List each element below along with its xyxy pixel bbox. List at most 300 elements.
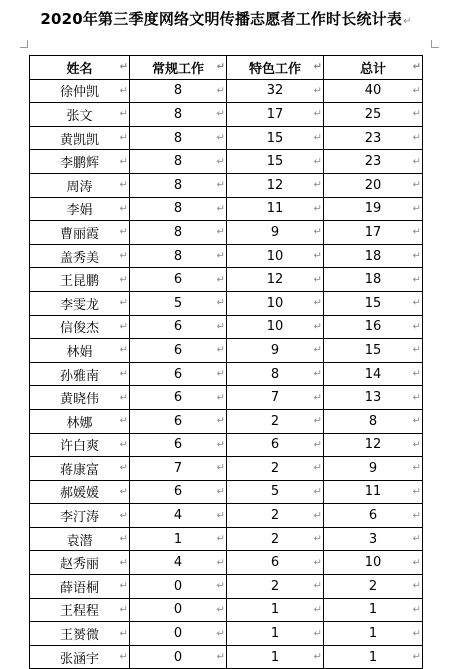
cell-mark-icon: ↵ — [119, 628, 128, 640]
cell-regular — [130, 457, 227, 481]
cell-mark-icon: ↵ — [412, 179, 421, 191]
total-value: 20 — [364, 177, 382, 193]
cell-mark-icon: ↵ — [412, 510, 421, 522]
cell-mark-icon: ↵ — [119, 415, 128, 427]
cell-mark-icon: ↵ — [313, 132, 322, 144]
total-value: 15 — [364, 295, 382, 311]
total-value: 3 — [368, 531, 378, 547]
cell-mark-icon: ↵ — [313, 533, 322, 545]
name-value: 薛语桐 — [59, 580, 99, 596]
document-title-text: 2020年第三季度网络文明传播志愿者工作时长统计表 — [40, 10, 403, 28]
regular-value: 0 — [173, 602, 183, 618]
special-value: 8 — [270, 366, 280, 382]
regular-value: 8 — [173, 83, 183, 99]
name-value: 郝媛媛 — [59, 486, 99, 502]
cell-total — [324, 150, 423, 174]
special-value: 2 — [270, 531, 280, 547]
header-total-label: 总计 — [359, 61, 386, 77]
regular-value: 4 — [173, 508, 183, 524]
cell-mark-icon: ↵ — [216, 415, 225, 427]
cell-mark-icon: ↵ — [119, 321, 128, 333]
cell-special — [227, 291, 324, 315]
cell-name — [30, 103, 130, 127]
total-value: 8 — [368, 413, 378, 429]
cell-name — [30, 645, 130, 669]
special-value: 2 — [270, 413, 280, 429]
cell-mark-icon: ↵ — [412, 580, 421, 592]
cell-total — [324, 197, 423, 221]
cell-mark-icon: ↵ — [313, 415, 322, 427]
cell-mark-icon: ↵ — [412, 462, 421, 474]
header-name — [30, 56, 130, 80]
table-row — [30, 527, 423, 551]
cell-name — [30, 197, 130, 221]
cell-mark-icon: ↵ — [412, 250, 421, 262]
cell-mark-icon: ↵ — [412, 651, 421, 663]
cell-mark-icon: ↵ — [216, 439, 225, 451]
name-value: 许白爽 — [59, 439, 99, 455]
cell-special — [227, 457, 324, 481]
special-value: 2 — [270, 508, 280, 524]
table-row — [30, 480, 423, 504]
cell-mark-icon: ↵ — [216, 580, 225, 592]
name-value: 黄晓伟 — [59, 392, 99, 408]
cell-mark-icon: ↵ — [216, 156, 225, 168]
cell-mark-icon: ↵ — [313, 156, 322, 168]
cell-total — [324, 504, 423, 528]
cell-special — [227, 598, 324, 622]
regular-value: 7 — [173, 460, 183, 476]
header-name-label: 姓名 — [66, 61, 93, 77]
regular-value: 6 — [173, 272, 183, 288]
table-row — [30, 598, 423, 622]
cell-total — [324, 126, 423, 150]
cell-total — [324, 173, 423, 197]
cell-name — [30, 551, 130, 575]
total-value: 13 — [364, 390, 382, 406]
cell-total — [324, 575, 423, 599]
special-value: 10 — [266, 295, 284, 311]
cell-mark-icon: ↵ — [313, 179, 322, 191]
cell-regular — [130, 339, 227, 363]
cell-mark-icon: ↵ — [216, 462, 225, 474]
cell-regular — [130, 197, 227, 221]
name-value: 张文 — [66, 108, 93, 124]
cell-mark-icon: ↵ — [313, 203, 322, 215]
cell-mark-icon: ↵ — [313, 462, 322, 474]
cell-mark-icon: ↵ — [119, 156, 128, 168]
total-value: 14 — [364, 366, 382, 382]
total-value: 23 — [364, 154, 382, 170]
cell-special — [227, 268, 324, 292]
cell-mark-icon: ↵ — [412, 226, 421, 238]
cell-special — [227, 433, 324, 457]
regular-value: 6 — [173, 319, 183, 335]
regular-value: 6 — [173, 342, 183, 358]
cell-mark-icon: ↵ — [216, 132, 225, 144]
special-value: 17 — [266, 106, 284, 122]
cell-total — [324, 221, 423, 245]
name-value: 蒋康富 — [59, 462, 99, 478]
total-value: 19 — [364, 201, 382, 217]
cell-mark-icon: ↵ — [313, 344, 322, 356]
cell-total — [324, 244, 423, 268]
cell-regular — [130, 268, 227, 292]
regular-value: 0 — [173, 626, 183, 642]
cell-total — [324, 598, 423, 622]
cell-mark-icon: ↵ — [216, 604, 225, 616]
table-row — [30, 622, 423, 646]
cell-regular — [130, 598, 227, 622]
cell-regular — [130, 150, 227, 174]
cell-total — [324, 291, 423, 315]
name-value: 李汀涛 — [59, 510, 99, 526]
name-value: 孙雅南 — [59, 368, 99, 384]
regular-value: 8 — [173, 130, 183, 146]
regular-value: 6 — [173, 390, 183, 406]
cell-special — [227, 315, 324, 339]
table-row — [30, 103, 423, 127]
total-value: 16 — [364, 319, 382, 335]
cell-mark-icon: ↵ — [216, 392, 225, 404]
table-row — [30, 386, 423, 410]
cell-mark-icon: ↵ — [412, 439, 421, 451]
total-value: 17 — [364, 224, 382, 240]
special-value: 7 — [270, 390, 280, 406]
cell-mark-icon: ↵ — [119, 297, 128, 309]
special-value: 11 — [266, 201, 284, 217]
cell-total — [324, 386, 423, 410]
cell-mark-icon: ↵ — [412, 156, 421, 168]
cell-total — [324, 103, 423, 127]
cell-name — [30, 339, 130, 363]
name-value: 王程程 — [59, 604, 99, 620]
special-value: 1 — [270, 626, 280, 642]
special-value: 32 — [266, 83, 284, 99]
table-row — [30, 221, 423, 245]
table-row — [30, 551, 423, 575]
cell-total — [324, 527, 423, 551]
special-value: 10 — [266, 248, 284, 264]
cell-total — [324, 409, 423, 433]
cell-mark-icon: ↵ — [216, 368, 225, 380]
cell-regular — [130, 622, 227, 646]
cell-regular — [130, 173, 227, 197]
cell-special — [227, 645, 324, 669]
header-special-label: 特色工作 — [248, 61, 301, 77]
cell-mark-icon: ↵ — [313, 557, 322, 569]
cell-regular — [130, 575, 227, 599]
regular-value: 8 — [173, 106, 183, 122]
cell-mark-icon: ↵ — [119, 392, 128, 404]
total-value: 1 — [368, 649, 378, 665]
cell-special — [227, 504, 324, 528]
cell-regular — [130, 79, 227, 103]
name-value: 李雯龙 — [59, 297, 99, 313]
table-row — [30, 339, 423, 363]
cell-mark-icon: ↵ — [412, 415, 421, 427]
cell-name — [30, 457, 130, 481]
regular-value: 6 — [173, 437, 183, 453]
cell-name — [30, 598, 130, 622]
cell-mark-icon: ↵ — [216, 297, 225, 309]
special-value: 9 — [270, 342, 280, 358]
cell-name — [30, 622, 130, 646]
cell-special — [227, 386, 324, 410]
document-title — [0, 8, 452, 29]
header-regular — [130, 56, 227, 80]
regular-value: 6 — [173, 484, 183, 500]
cell-mark-icon: ↵ — [313, 439, 322, 451]
table-row — [30, 645, 423, 669]
total-value: 11 — [364, 484, 382, 500]
cell-mark-icon: ↵ — [313, 580, 322, 592]
cell-mark-icon: ↵ — [216, 321, 225, 333]
regular-value: 4 — [173, 555, 183, 571]
cell-special — [227, 173, 324, 197]
table-row — [30, 315, 423, 339]
cell-mark-icon: ↵ — [313, 250, 322, 262]
cell-mark-icon: ↵ — [119, 486, 128, 498]
cell-mark-icon: ↵ — [412, 85, 421, 97]
cell-mark-icon: ↵ — [119, 604, 128, 616]
regular-value: 0 — [173, 578, 183, 594]
regular-value: 5 — [173, 295, 183, 311]
cell-regular — [130, 386, 227, 410]
cell-total — [324, 362, 423, 386]
cell-regular — [130, 527, 227, 551]
table-row — [30, 197, 423, 221]
name-value: 盖秀美 — [59, 250, 99, 266]
cell-total — [324, 622, 423, 646]
cell-mark-icon: ↵ — [412, 321, 421, 333]
total-value: 40 — [364, 83, 382, 99]
table-row — [30, 79, 423, 103]
cell-regular — [130, 433, 227, 457]
table-body — [30, 79, 423, 669]
regular-value: 0 — [173, 649, 183, 665]
total-value: 2 — [368, 578, 378, 594]
cell-mark-icon: ↵ — [313, 108, 322, 120]
table-row — [30, 504, 423, 528]
cell-mark-icon: ↵ — [412, 486, 421, 498]
table-row — [30, 126, 423, 150]
cell-total — [324, 645, 423, 669]
cell-mark-icon: ↵ — [119, 510, 128, 522]
cell-mark-icon: ↵ — [412, 132, 421, 144]
cell-special — [227, 527, 324, 551]
cell-name — [30, 504, 130, 528]
paragraph-mark-icon: ↵ — [403, 16, 412, 27]
regular-value: 6 — [173, 413, 183, 429]
cell-mark-icon: ↵ — [313, 392, 322, 404]
cell-name — [30, 386, 130, 410]
cell-mark-icon: ↵ — [216, 510, 225, 522]
cell-mark-icon: ↵ — [313, 226, 322, 238]
special-value: 12 — [266, 272, 284, 288]
cell-total — [324, 268, 423, 292]
cell-mark-icon: ↵ — [119, 85, 128, 97]
cell-special — [227, 339, 324, 363]
cell-special — [227, 622, 324, 646]
cell-name — [30, 433, 130, 457]
cell-mark-icon: ↵ — [119, 557, 128, 569]
cell-mark-icon: ↵ — [313, 274, 322, 286]
name-value: 李鹏辉 — [59, 156, 99, 172]
cell-regular — [130, 244, 227, 268]
name-value: 王赟微 — [59, 628, 99, 644]
name-value: 信俊杰 — [59, 321, 99, 337]
cell-regular — [130, 551, 227, 575]
cell-mark-icon: ↵ — [313, 604, 322, 616]
cell-mark-icon: ↵ — [216, 557, 225, 569]
cell-regular — [130, 103, 227, 127]
cell-mark-icon: ↵ — [313, 510, 322, 522]
special-value: 9 — [270, 224, 280, 240]
cell-mark-icon: ↵ — [216, 108, 225, 120]
cell-mark-icon: ↵ — [119, 533, 128, 545]
cell-regular — [130, 362, 227, 386]
cell-mark-icon: ↵ — [119, 651, 128, 663]
table-row — [30, 362, 423, 386]
total-value: 23 — [364, 130, 382, 146]
name-value: 袁潜 — [66, 533, 93, 549]
cell-mark-icon: ↵ — [119, 108, 128, 120]
cell-mark-icon: ↵ — [119, 179, 128, 191]
cell-mark-icon: ↵ — [313, 61, 322, 73]
cell-mark-icon: ↵ — [119, 132, 128, 144]
cell-mark-icon: ↵ — [412, 604, 421, 616]
cell-special — [227, 197, 324, 221]
table-row — [30, 575, 423, 599]
regular-value: 8 — [173, 201, 183, 217]
cell-mark-icon: ↵ — [216, 486, 225, 498]
margin-corner-mark-right — [431, 40, 439, 48]
cell-regular — [130, 645, 227, 669]
cell-name — [30, 291, 130, 315]
total-value: 1 — [368, 602, 378, 618]
special-value: 1 — [270, 602, 280, 618]
regular-value: 8 — [173, 177, 183, 193]
name-value: 曹丽霞 — [59, 226, 99, 242]
cell-special — [227, 480, 324, 504]
total-value: 12 — [364, 437, 382, 453]
cell-mark-icon: ↵ — [216, 203, 225, 215]
cell-mark-icon: ↵ — [412, 108, 421, 120]
cell-special — [227, 575, 324, 599]
cell-name — [30, 79, 130, 103]
cell-mark-icon: ↵ — [216, 85, 225, 97]
name-value: 黄凯凯 — [59, 132, 99, 148]
cell-mark-icon: ↵ — [412, 368, 421, 380]
total-value: 18 — [364, 272, 382, 288]
name-value: 张涵宇 — [59, 651, 99, 667]
cell-mark-icon: ↵ — [119, 344, 128, 356]
name-value: 李娟 — [66, 203, 93, 219]
special-value: 12 — [266, 177, 284, 193]
cell-mark-icon: ↵ — [119, 226, 128, 238]
special-value: 6 — [270, 555, 280, 571]
cell-mark-icon: ↵ — [216, 628, 225, 640]
regular-value: 8 — [173, 154, 183, 170]
cell-mark-icon: ↵ — [119, 462, 128, 474]
cell-name — [30, 126, 130, 150]
cell-mark-icon: ↵ — [412, 392, 421, 404]
cell-mark-icon: ↵ — [216, 344, 225, 356]
name-value: 徐仲凯 — [59, 85, 99, 101]
table-row — [30, 291, 423, 315]
cell-mark-icon: ↵ — [216, 250, 225, 262]
cell-mark-icon: ↵ — [119, 203, 128, 215]
regular-value: 6 — [173, 366, 183, 382]
total-value: 1 — [368, 626, 378, 642]
cell-special — [227, 103, 324, 127]
cell-mark-icon: ↵ — [216, 61, 225, 73]
cell-mark-icon: ↵ — [412, 557, 421, 569]
header-total — [324, 56, 423, 80]
special-value: 10 — [266, 319, 284, 335]
cell-mark-icon: ↵ — [412, 533, 421, 545]
cell-mark-icon: ↵ — [412, 61, 421, 73]
cell-mark-icon: ↵ — [313, 368, 322, 380]
cell-mark-icon: ↵ — [119, 274, 128, 286]
cell-mark-icon: ↵ — [216, 651, 225, 663]
total-value: 6 — [368, 508, 378, 524]
table-row — [30, 268, 423, 292]
total-value: 18 — [364, 248, 382, 264]
cell-name — [30, 480, 130, 504]
regular-value: 1 — [173, 531, 183, 547]
regular-value: 8 — [173, 224, 183, 240]
special-value: 5 — [270, 484, 280, 500]
cell-mark-icon: ↵ — [216, 179, 225, 191]
cell-total — [324, 457, 423, 481]
margin-corner-mark-left — [20, 40, 28, 48]
cell-name — [30, 315, 130, 339]
special-value: 15 — [266, 154, 284, 170]
table-wrapper — [29, 55, 423, 669]
name-value: 林娟 — [66, 344, 93, 360]
cell-total — [324, 79, 423, 103]
cell-name — [30, 268, 130, 292]
cell-name — [30, 244, 130, 268]
cell-total — [324, 315, 423, 339]
cell-name — [30, 221, 130, 245]
cell-name — [30, 173, 130, 197]
cell-name — [30, 575, 130, 599]
table-header-row — [30, 56, 423, 80]
special-value: 2 — [270, 578, 280, 594]
table-row — [30, 409, 423, 433]
cell-total — [324, 551, 423, 575]
table-row — [30, 173, 423, 197]
cell-mark-icon: ↵ — [412, 203, 421, 215]
cell-total — [324, 339, 423, 363]
cell-mark-icon: ↵ — [313, 297, 322, 309]
cell-mark-icon: ↵ — [119, 250, 128, 262]
cell-mark-icon: ↵ — [313, 486, 322, 498]
cell-special — [227, 551, 324, 575]
cell-mark-icon: ↵ — [412, 628, 421, 640]
cell-mark-icon: ↵ — [313, 651, 322, 663]
cell-mark-icon: ↵ — [412, 274, 421, 286]
cell-special — [227, 362, 324, 386]
header-regular-label: 常规工作 — [151, 61, 204, 77]
cell-regular — [130, 315, 227, 339]
special-value: 1 — [270, 649, 280, 665]
cell-regular — [130, 221, 227, 245]
cell-name — [30, 527, 130, 551]
